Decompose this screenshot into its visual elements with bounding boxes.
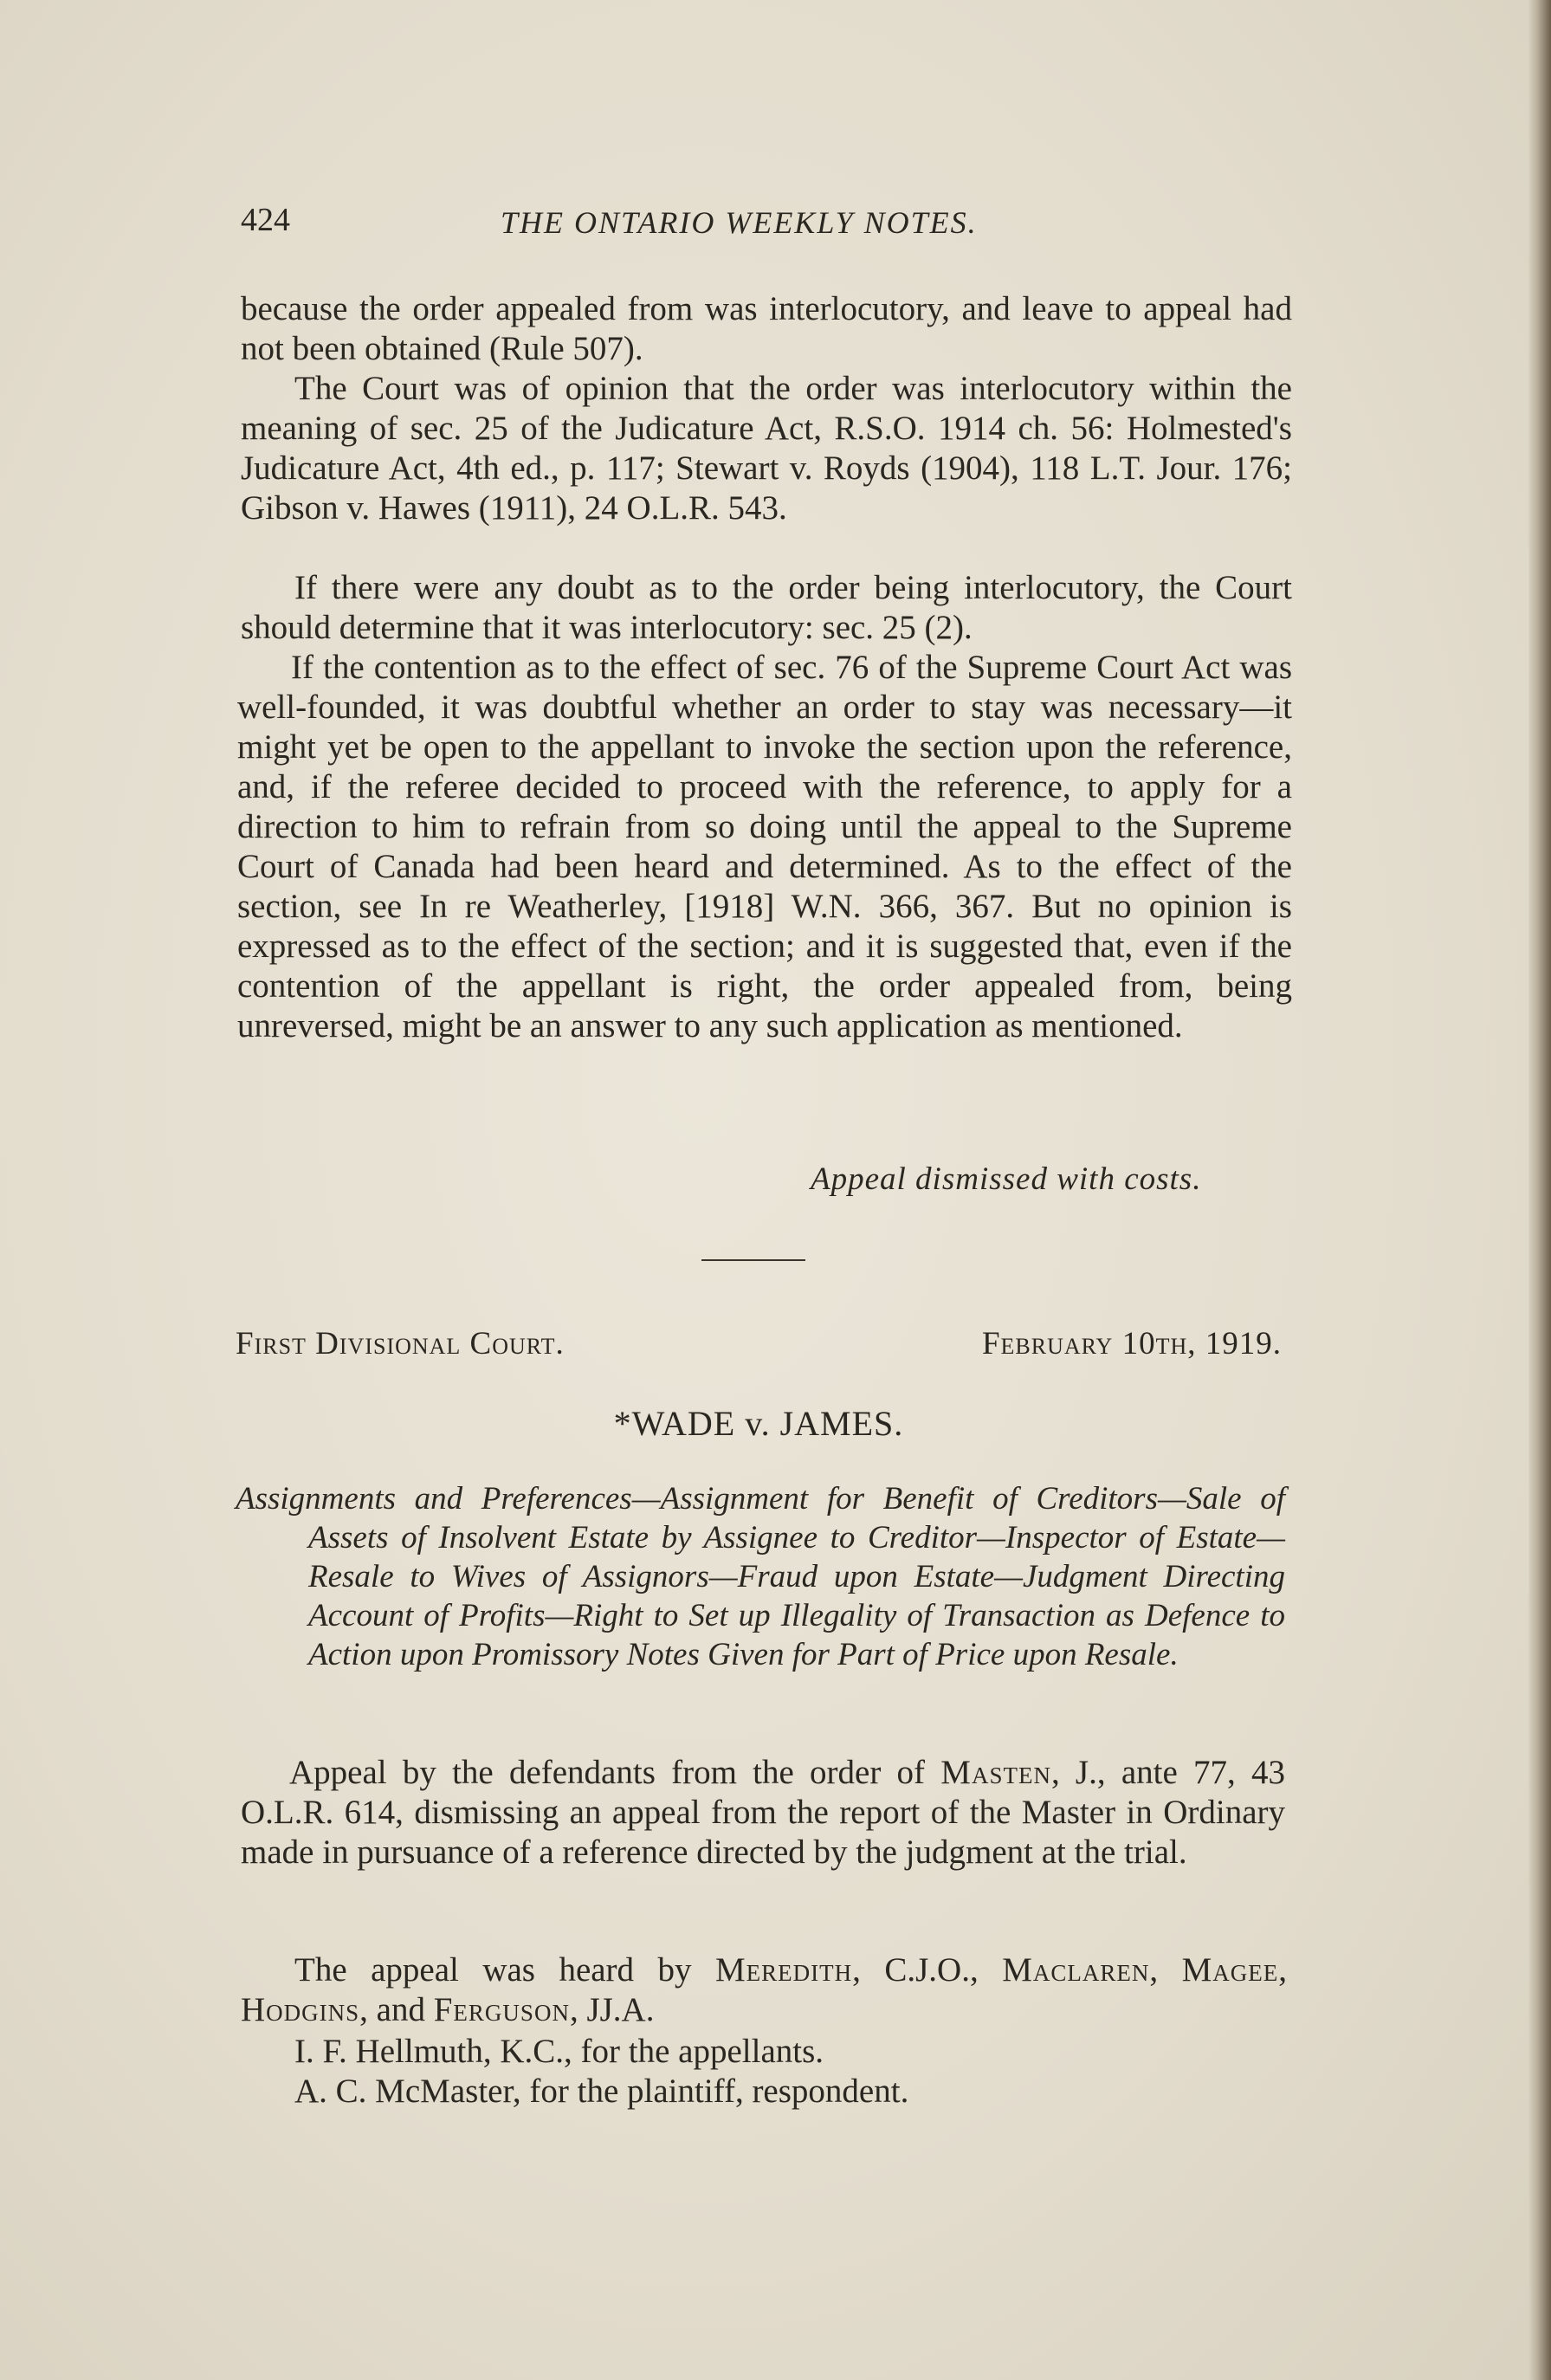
- paragraph-court-opinion: The Court was of opinion that the order was interlocutory within the meaning of sec. 25 of the Judicature Act, R.S.O. 1914 ch. 56: Holmested's Judicature Act, 4th ed., p. 117; Stewart v. Royds (1904), 118 L.T. Jour. 176; Gibson v. Hawes (1911), 24 O.L.R. 543.: [241, 370, 1292, 527]
- paragraph-contention: If the contention as to the effect of sec. 76 of the Supreme Court Act was well-founded, it was doubtful whether an order to stay was necessary—it might yet be open to the appellant to invoke the section upon the reference, and, if the referee decided to proceed with the reference, to apply for a direction to him to refrain from so doing until the appeal to the Supreme Court of Canada had been heard and determined. As to the effect of the section, see In re Weatherley, [1918] W.N. 366, 367. But no opinion is expressed as to the effect of the section; and it is suggested that, even if the contention of the appellant is right, the order appealed from, being unreversed, might be an answer to any such application as mentioned.: [237, 649, 1292, 1044]
- appeal-text-start: Appeal by the defendants from the order of: [289, 1754, 926, 1791]
- judge-name: Masten: [940, 1754, 1051, 1791]
- judge-4: Hodgins: [241, 1991, 360, 2028]
- judge-3: Magee: [1181, 1951, 1279, 1989]
- section-divider: [701, 1259, 805, 1261]
- judge-2: Maclaren: [1002, 1951, 1150, 1989]
- headnote: Assignments and Preferences—Assignment for Benefit of Creditors—Sale of Assets of Insolvent Estate by Assignee to Creditor—Inspector of Estate—Resale to Wives of Assignors—Fraud upon Estate—Judgment Directing Account of Profits—Right to Set up Illegality of Transaction as Defence to Action upon Promissory Notes Given for Part of Price upon Resale.: [236, 1481, 1285, 1672]
- judge-1: Meredith: [714, 1951, 853, 1989]
- counsel-respondent: A. C. McMaster, for the plaintiff, respondent.: [294, 2073, 909, 2110]
- court-name: First Divisional Court.: [236, 1326, 565, 1361]
- running-title: THE ONTARIO WEEKLY NOTES.: [501, 205, 978, 240]
- page-number: 424: [241, 202, 290, 238]
- case-title: *WADE v. JAMES.: [613, 1404, 904, 1443]
- bench-end: , JJ.A.: [569, 1991, 655, 2028]
- paragraph-bench: The appeal was heard by Meredith, C.J.O., Maclaren, Magee, Hodgins, and Ferguson, JJ.A.: [241, 1951, 1288, 2028]
- court-line: [236, 1325, 1282, 1363]
- appeal-text-end: , J., ante 77, 43 O.L.R. 614, dismissing an appeal from the report of the Master in Ordinary made in pursuance of a reference directed by the judgment at the trial.: [241, 1754, 1285, 1871]
- bench-intro: The appeal was heard by: [294, 1951, 692, 1989]
- disposition: Appeal dismissed with costs.: [811, 1161, 1202, 1197]
- counsel-appellants: I. F. Hellmuth, K.C., for the appellants.: [294, 2033, 824, 2070]
- paragraph-continuation: because the order appealed from was interlocutory, and leave to appeal had not been obtained (Rule 507).: [241, 290, 1292, 367]
- paragraph-doubt: If there were any doubt as to the order being interlocutory, the Court should determine that it was interlocutory: sec. 25 (2).: [241, 569, 1292, 646]
- page-header: [241, 201, 1306, 249]
- judge-1-title: , C.J.O.,: [852, 1951, 979, 1989]
- paragraph-appeal: [241, 1753, 1285, 1872]
- bench-and: , and: [359, 1991, 425, 2028]
- judge-5: Ferguson: [433, 1991, 570, 2028]
- decision-date: February 10th, 1919.: [981, 1326, 1282, 1361]
- book-spine-edge: [1528, 0, 1551, 2380]
